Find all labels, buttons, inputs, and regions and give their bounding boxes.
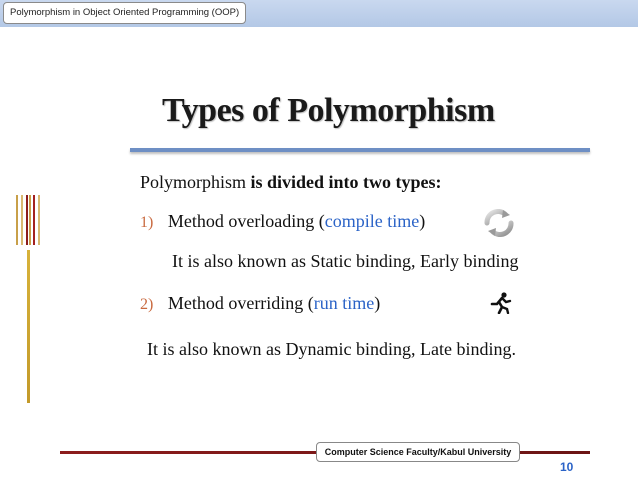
circular-arrows-icon bbox=[483, 209, 515, 237]
list-item-1 bbox=[140, 211, 425, 232]
list-highlight-1: compile time bbox=[324, 211, 420, 231]
page-number: 10 bbox=[560, 460, 574, 474]
list-text-1-after: ) bbox=[419, 211, 426, 231]
running-man-icon bbox=[488, 292, 512, 314]
list-number-1: 1) bbox=[140, 214, 154, 231]
list-text-1-before: Method overloading ( bbox=[167, 211, 325, 231]
list-text-2-before: Method overriding ( bbox=[167, 293, 314, 313]
list-item-2 bbox=[140, 293, 380, 314]
note-dynamic-binding: It is also known as Dynamic binding, Late binding. bbox=[147, 339, 516, 359]
slide-title: Types of Polymorphism bbox=[162, 92, 495, 129]
header-tab: Polymorphism in Object Oriented Programming (OOP) bbox=[3, 2, 246, 24]
list-highlight-2: run time bbox=[313, 293, 375, 313]
list-text-2-after: ) bbox=[374, 293, 381, 313]
intro-line bbox=[140, 172, 442, 193]
title-underline bbox=[130, 148, 590, 152]
intro-plain-text: Polymorphism bbox=[140, 172, 251, 192]
list-number-2: 2) bbox=[140, 296, 154, 313]
decorative-vertical-line bbox=[27, 250, 30, 403]
footer-label: Computer Science Faculty/Kabul University bbox=[316, 442, 520, 462]
note-static-binding: It is also known as Static binding, Early binding bbox=[172, 251, 519, 271]
intro-bold-text: is divided into two types: bbox=[250, 172, 442, 192]
decorative-stripes bbox=[16, 195, 46, 245]
